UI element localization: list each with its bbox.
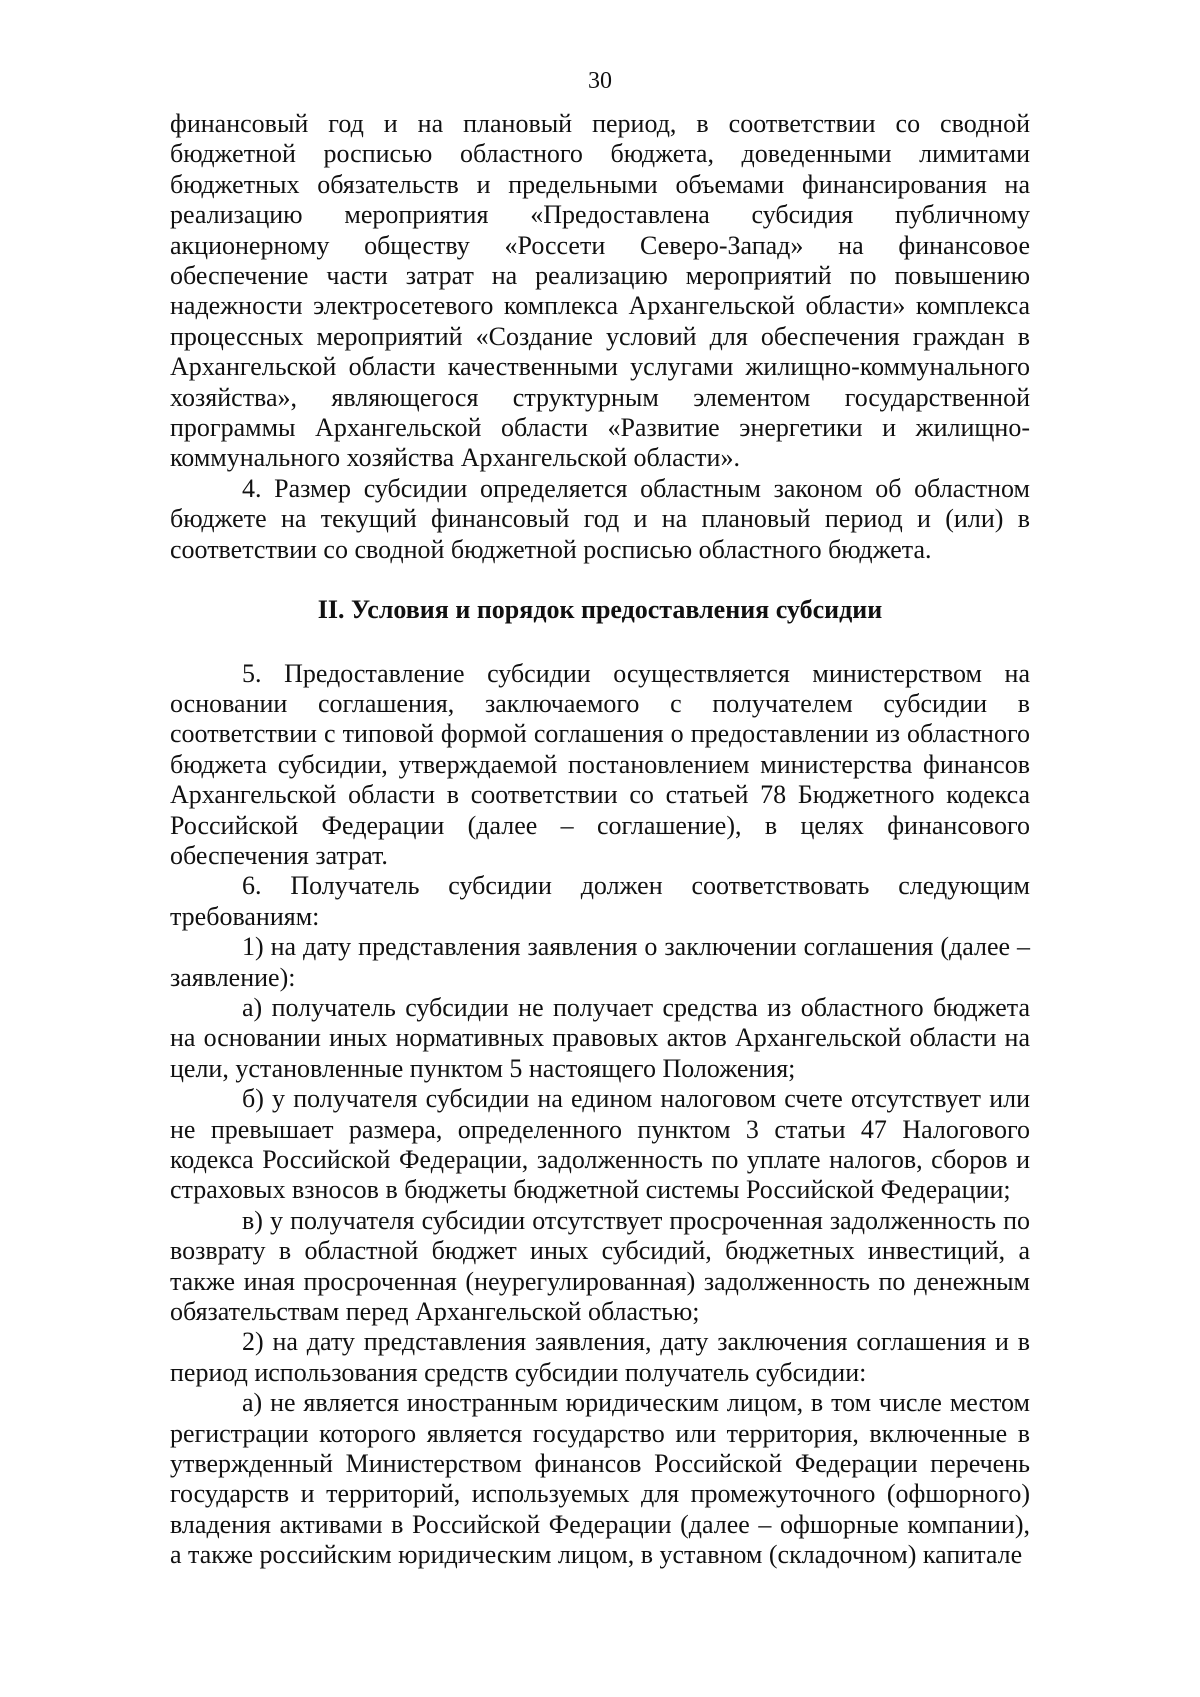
paragraph-4: 4. Размер субсидии определяется областным законом об областном бюджете на текущий финансовый год и на плановый период и (или) в соответствии со сводной бюджетной росписью областного бюджета.: [170, 473, 1030, 564]
paragraph-6-1-a: а) получатель субсидии не получает средства из областного бюджета на основании иных нормативных правовых актов Архангельской области на цели, установленные пунктом 5 настоящего Положения;: [170, 992, 1030, 1083]
paragraph-6-2: 2) на дату представления заявления, дату заключения соглашения и в период использования средств субсидии получатель субсидии:: [170, 1327, 1030, 1387]
paragraph-6-1-b: б) у получателя субсидии на едином налоговом счете отсутствует или не превышает размера, определенного пунктом 3 статьи 47 Налогового кодекса Российской Федерации, задолженность по уплате налогов, сборов и страховых взносов в бюджеты бюджетной системы Российской Федерации;: [170, 1084, 1030, 1205]
paragraph-6-2-a: а) не является иностранным юридическим лицом, в том числе местом регистрации которого является государство или территория, включенные в утвержденный Министерством финансов Российской Федерации перечень государств и территорий, используемых для промежуточного (офшорного) владения активами в Российской Федерации (далее – офшорные компании), а также российским юридическим лицом, в уставном (складочном) капитале: [170, 1388, 1030, 1570]
paragraph-6-1-v: в) у получателя субсидии отсутствует просроченная задолженность по возврату в областной бюджет иных субсидий, бюджетных инвестиций, а также иная просроченная (неурегулированная) задолженность по денежным обязательствам перед Архангельской областью;: [170, 1205, 1030, 1327]
paragraph-6: 6. Получатель субсидии должен соответствовать следующим требованиям:: [170, 871, 1030, 931]
document-body: [170, 109, 1030, 1571]
paragraph-5: 5. Предоставление субсидии осуществляется министерством на основании соглашения, заключаемого с получателем субсидии в соответствии с типовой формой соглашения о предоставлении из областного бюджета субсидии, утверждаемой постановлением министерства финансов Архангельской области в соответствии со статьей 78 Бюджетного кодекса Российской Федерации (далее – соглашение), в целях финансового обеспечения затрат.: [170, 658, 1030, 870]
paragraph-3-continuation: финансовый год и на плановый период, в соответствии со сводной бюджетной росписью областного бюджета, доведенными лимитами бюджетных обязательств и предельными объемами финансирования на реализацию мероприятия «Предоставлена субсидия публичному акционерному обществу «Россети Северо-Запад» на финансовое обеспечение части затрат на реализацию мероприятий по повышению надежности электросетевого комплекса Архангельской области» комплекса процессных мероприятий «Создание условий для обеспечения граждан в Архангельской области качественными услугами жилищно-коммунального хозяйства», являющегося структурным элементом государственной программы Архангельской области «Развитие энергетики и жилищно-коммунального хозяйства Архангельской области».: [170, 109, 1030, 473]
paragraph-6-1: 1) на дату представления заявления о заключении соглашения (далее – заявление):: [170, 932, 1030, 992]
page-number: 30: [588, 68, 612, 94]
section-heading: II. Условия и порядок предоставления субсидии: [317, 595, 883, 625]
